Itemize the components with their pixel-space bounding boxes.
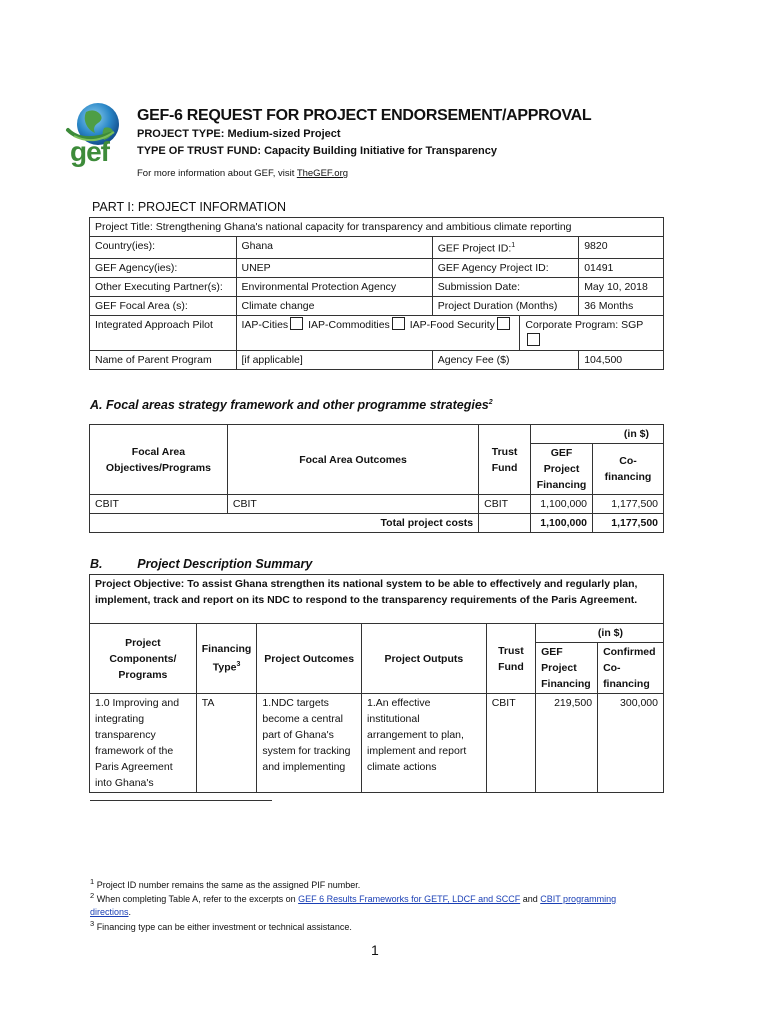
outcome-cell: 1.NDC targets become a central part of Ghana's system for tracking and implementing: [257, 694, 362, 793]
project-info-table: [89, 217, 664, 370]
col-objectives-header: Focal Area Objectives/Programs: [90, 425, 228, 495]
country-label: Country(ies):: [90, 237, 237, 259]
col-components-header: Project Components/ Programs: [90, 624, 197, 694]
focal-areas-table: [89, 424, 664, 533]
parent-program-value: [if applicable]: [236, 350, 432, 369]
part1-heading: PART I: PROJECT INFORMATION: [92, 200, 287, 214]
parent-program-label: Name of Parent Program: [90, 350, 237, 369]
component-cell: 1.0 Improving and integrating transparency framework of the Paris Agreement into Ghana's: [90, 694, 197, 793]
page-number: 1: [371, 942, 379, 958]
col-in-dollars-header: (in $): [531, 425, 664, 444]
executing-partner-label: Other Executing Partner(s):: [90, 277, 237, 296]
agency-label: GEF Agency(ies):: [90, 258, 237, 277]
gef-id-value: 9820: [579, 237, 664, 259]
output-cell: 1.An effective institutional arrangement to plan, implement and report climate actions: [362, 694, 487, 793]
col-trust-header: Trust Fund: [486, 624, 535, 694]
total-trust-cell: [479, 514, 531, 533]
submission-date-label: Submission Date:: [432, 277, 578, 296]
results-frameworks-link[interactable]: GEF 6 Results Frameworks for GETF, LDCF and SCCF: [298, 894, 521, 904]
submission-date-value: May 10, 2018: [579, 277, 664, 296]
gef-cell: 219,500: [536, 694, 598, 793]
focal-area-value: Climate change: [236, 296, 432, 315]
iap-commodities-label: IAP-Commodities: [308, 318, 390, 331]
project-objective: Project Objective: To assist Ghana strengthen its national system to be able to effectively and regularly plan, implement, track and report on its NDC to respond to the transparency requirements of the Paris Agreement.: [90, 575, 664, 624]
col-gef-header: GEF Project Financing: [536, 643, 598, 694]
total-gef: 1,100,000: [531, 514, 593, 533]
financing-type-cell: TA: [196, 694, 257, 793]
gef-id-label: GEF Project ID:$^1$: [432, 237, 578, 259]
trust-cell: CBIT: [479, 495, 531, 514]
section-a-heading: A. Focal areas strategy framework and other programme strategies$^2$: [90, 398, 493, 412]
trust-cell: CBIT: [486, 694, 535, 793]
objective-cell: CBIT: [90, 495, 228, 514]
focal-area-label: GEF Focal Area (s):: [90, 296, 237, 315]
iap-label: Integrated Approach Pilot: [90, 315, 237, 350]
duration-label: Project Duration (Months): [432, 296, 578, 315]
document-title: GEF-6 REQUEST FOR PROJECT ENDORSEMENT/APPROVAL: [137, 107, 592, 124]
iap-options: [236, 315, 520, 350]
outcome-cell: CBIT: [227, 495, 478, 514]
table-row: [90, 495, 664, 514]
total-co: 1,177,500: [593, 514, 664, 533]
col-outcomes-header: Focal Area Outcomes: [227, 425, 478, 495]
trust-fund-type: TYPE OF TRUST FUND: Capacity Building Initiative for Transparency: [137, 145, 497, 157]
executing-partner-value: Environmental Protection Agency: [236, 277, 432, 296]
more-info-text: For more information about GEF, visit: [137, 168, 297, 179]
project-title: Project Title: Strengthening Ghana's national capacity for transparency and ambitious climate reporting: [90, 218, 664, 237]
col-trust-header: Trust Fund: [479, 425, 531, 495]
col-in-dollars-header: (in $): [536, 624, 664, 643]
country-value: Ghana: [236, 237, 432, 259]
gef-logo: [64, 100, 130, 172]
col-outcomes-header: Project Outcomes: [257, 624, 362, 694]
agency-fee-value: 104,500: [579, 350, 664, 369]
logo-text: gef: [70, 136, 109, 167]
agency-id-label: GEF Agency Project ID:: [432, 258, 578, 277]
iap-cities-checkbox[interactable]: [290, 317, 303, 330]
gef-website-link[interactable]: TheGEF.org: [296, 168, 349, 179]
agency-id-value: 01491: [579, 258, 664, 277]
col-co-header: Confirmed Co-financing: [598, 643, 664, 694]
iap-commodities-checkbox[interactable]: [392, 317, 405, 330]
duration-value: 36 Months: [579, 296, 664, 315]
co-cell: 300,000: [598, 694, 664, 793]
project-type: PROJECT TYPE: Medium-sized Project: [137, 128, 341, 140]
gef-cell: 1,100,000: [531, 495, 593, 514]
col-financing-type-header: Financing Type$^3$: [196, 624, 257, 694]
total-label: Total project costs: [90, 514, 479, 533]
footnote-separator: [90, 800, 272, 801]
iap-food-label: IAP-Food Security: [409, 318, 495, 331]
iap-cities-label: IAP-Cities: [241, 318, 289, 331]
cbit-directions-link[interactable]: CBIT programming directions: [90, 894, 617, 917]
col-gef-header: GEF Project Financing: [531, 444, 593, 495]
corporate-program-checkbox[interactable]: [527, 333, 540, 346]
col-co-header: Co-financing: [593, 444, 664, 495]
footnote-1: $^1$ Project ID number remains the same as the assigned PIF number.: [90, 877, 361, 890]
iap-food-checkbox[interactable]: [497, 317, 510, 330]
co-cell: 1,177,500: [593, 495, 664, 514]
footnote-3: $^3$ Financing type can be either investment or technical assistance.: [90, 919, 352, 932]
project-description-table: [89, 574, 664, 793]
agency-value: UNEP: [236, 258, 432, 277]
agency-fee-label: Agency Fee ($): [432, 350, 578, 369]
footnote-2: $^2$ When completing Table A, refer to the excerpts on GEF 6 Results Frameworks for GETF, LDCF and SCCF and CBIT programming directions.: [90, 891, 617, 917]
corporate-program: [520, 315, 664, 350]
col-outputs-header: Project Outputs: [362, 624, 487, 694]
table-row: [90, 694, 664, 793]
more-info-line: [137, 168, 348, 179]
section-b-heading: B. Project Description Summary: [90, 557, 313, 571]
corporate-program-label: Corporate Program: SGP: [525, 318, 644, 331]
